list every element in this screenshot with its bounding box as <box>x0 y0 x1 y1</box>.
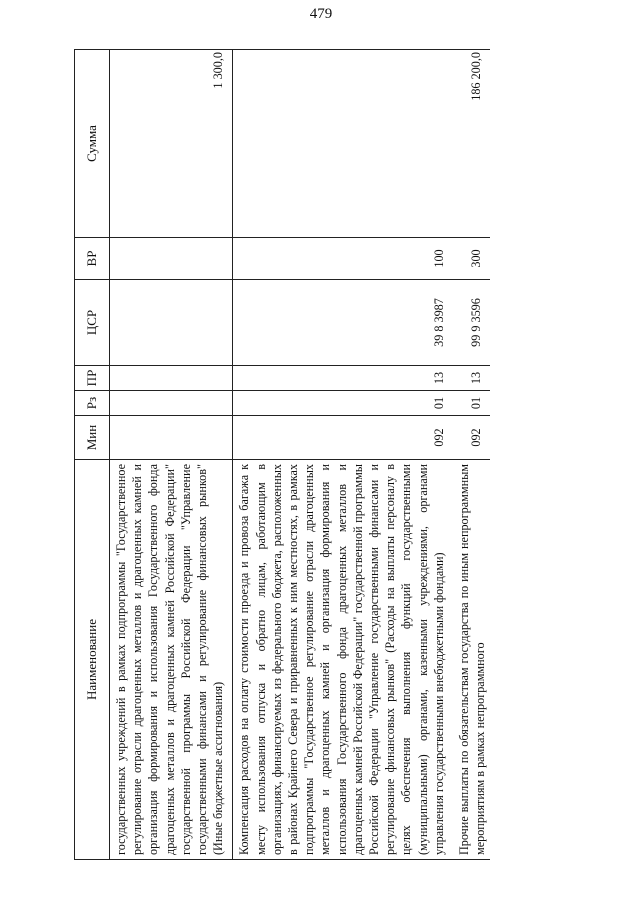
row-csr: 39 8 3987 <box>233 280 453 366</box>
row-name: государственных учреждений в рамках подпрограммы "Государственное регулирование отрасли драгоценных металлов и драгоценных камней и организация формирования и использования Государственного фонда драгоценных металлов и драгоценных камней Российской Федерации" государственной программы Российской Федерации "Управление государственными финансами и регулирование финансовых рынков" (Иные бюджетные ассигнования) <box>110 460 233 860</box>
row-csr <box>110 280 233 366</box>
row-pr <box>110 366 233 391</box>
budget-table <box>74 49 490 860</box>
row-pr: 13 <box>453 366 490 391</box>
row-min: 092 <box>233 416 453 460</box>
row-sum: 1 300,0 <box>110 50 233 238</box>
header-sum: Сумма <box>75 50 110 238</box>
page-number: 479 <box>309 6 333 22</box>
row-sum: 186 200,0 <box>453 50 490 238</box>
row-csr: 99 9 3596 <box>453 280 490 366</box>
header-rz: Рз <box>75 391 110 416</box>
header-pr: ПР <box>75 366 110 391</box>
header-csr: ЦСР <box>75 280 110 366</box>
rotated-page-content <box>74 30 634 860</box>
row-vr <box>110 238 233 280</box>
row-min <box>110 416 233 460</box>
row-vr: 300 <box>453 238 490 280</box>
table-header-row <box>75 50 110 860</box>
row-name: Прочие выплаты по обязательствам государства по иным непрограммным мероприятиям в рамках непрограммного <box>453 460 490 860</box>
table-row <box>453 50 490 860</box>
row-min: 092 <box>453 416 490 460</box>
row-rz <box>110 391 233 416</box>
row-rz: 01 <box>453 391 490 416</box>
row-name: Компенсация расходов на оплату стоимости проезда и провоза багажа к месту использования отпуска и обратно лицам, работающим в организациях, финансируемых из федерального бюджета, расположенных в районах Крайнего Севера и приравненных к ним местностях, в рамках подпрограммы "Государственное регулирование отрасли драгоценных металлов и драгоценных камней и организация формирования и использования Государственного фонда драгоценных металлов и драгоценных камней Российской Федерации" государственной программы Российской Федерации "Управление государственными финансами и регулирование финансовых рынков" (Расходы на выплаты персоналу в целях обеспечения выполнения функций государственными (муниципальными) органами, казенными учреждениями, органами управления государственными внебюджетными фондами) <box>233 460 453 860</box>
table-row <box>233 50 453 860</box>
row-rz: 01 <box>233 391 453 416</box>
row-vr: 100 <box>233 238 453 280</box>
header-name: Наименование <box>75 460 110 860</box>
header-vr: ВР <box>75 238 110 280</box>
table-row <box>110 50 233 860</box>
row-pr: 13 <box>233 366 453 391</box>
row-sum <box>233 50 453 238</box>
header-min: Мин <box>75 416 110 460</box>
